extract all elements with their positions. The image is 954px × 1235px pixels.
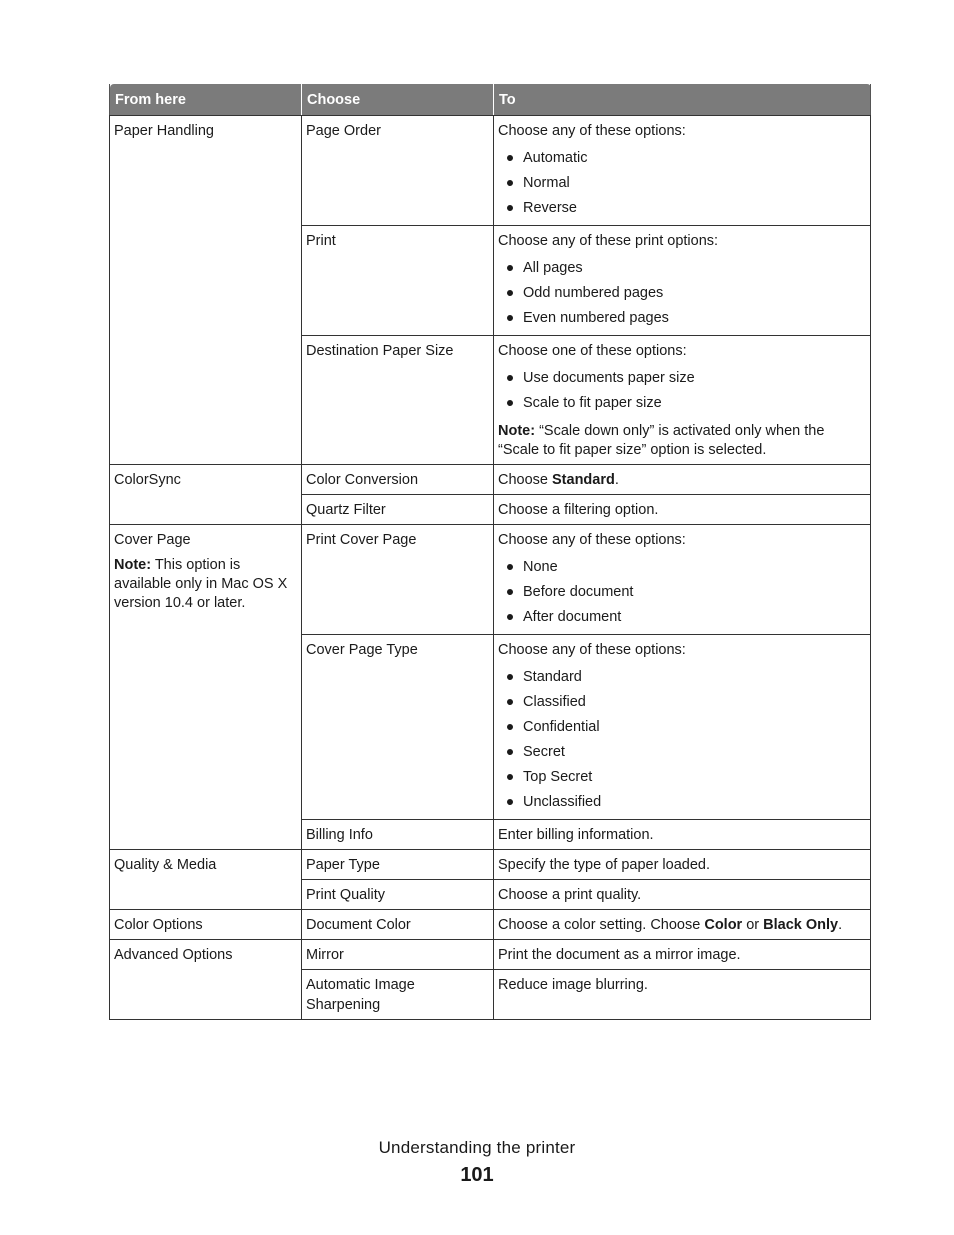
bold-option: Color [704,916,743,933]
list-item: Use documents paper size [506,366,866,391]
note [498,422,866,460]
choose-billing-info: Billing Info [302,819,494,849]
options-intro: Choose any of these options: [498,122,686,139]
options-list [498,555,866,630]
choose-paper-type: Paper Type [302,849,494,879]
choose-color-conversion: Color Conversion [302,464,494,494]
page-number: 101 [460,1164,494,1186]
table-row [110,909,871,939]
table-row [110,939,871,969]
text-segment: . [614,471,619,488]
note-text: This option is available only in Mac OS X version 10.4 or later. [114,556,288,611]
list-item: Even numbered pages [506,306,866,331]
to-paper-type: Specify the type of paper loaded. [494,849,871,879]
from-color-options: Color Options [110,909,302,939]
bold-option: Standard [552,471,615,488]
choose-destination-paper-size: Destination Paper Size [302,335,494,464]
list-item: After document [506,605,866,630]
table-header-row [110,84,871,115]
header-from-here: From here [110,84,302,115]
text-segment: or [742,916,764,933]
list-item: Before document [506,580,866,605]
table-row [110,849,871,879]
text-segment: Choose a color setting. Choose [498,916,705,933]
to-color-conversion [494,464,871,494]
settings-table [109,84,871,1020]
options-list [498,366,866,416]
to-cover-page-type [494,634,871,819]
options-intro: Choose any of these print options: [498,232,719,249]
from-colorsync: ColorSync [110,464,302,524]
table-row [110,115,871,225]
choose-print-quality: Print Quality [302,879,494,909]
list-item: Classified [506,690,866,715]
options-list [498,146,866,221]
table-row [110,524,871,634]
choose-cover-page-type: Cover Page Type [302,634,494,819]
from-advanced-options: Advanced Options [110,939,302,1019]
choose-print: Print [302,225,494,335]
list-item: All pages [506,256,866,281]
note-label: Note: [498,422,536,439]
to-page-order [494,115,871,225]
list-item: Normal [506,171,866,196]
list-item: Standard [506,665,866,690]
list-item: Reverse [506,196,866,221]
from-cover-page [110,524,302,849]
options-list [498,256,866,331]
list-item: None [506,555,866,580]
choose-print-cover-page: Print Cover Page [302,524,494,634]
cover-page-label: Cover Page [114,531,191,548]
options-intro: Choose any of these options: [498,641,686,658]
options-intro: Choose any of these options: [498,531,686,548]
note [114,556,297,613]
text-segment: Choose [498,471,553,488]
list-item: Top Secret [506,765,866,790]
list-item: Odd numbered pages [506,281,866,306]
to-automatic-image-sharpening: Reduce image blurring. [494,969,871,1019]
options-intro: Choose one of these options: [498,342,687,359]
header-to: To [494,84,871,115]
to-document-color [494,909,871,939]
to-quartz-filter: Choose a filtering option. [494,494,871,524]
table-row [110,464,871,494]
footer-chapter-title: Understanding the printer [378,1138,576,1157]
options-list [498,665,866,815]
choose-quartz-filter: Quartz Filter [302,494,494,524]
to-destination-paper-size [494,335,871,464]
note-label: Note: [114,556,152,573]
list-item: Secret [506,740,866,765]
note-text: “Scale down only” is activated only when the “Scale to fit paper size” option is selected. [498,422,825,458]
to-print-quality: Choose a print quality. [494,879,871,909]
from-quality-media: Quality & Media [110,849,302,909]
to-print [494,225,871,335]
from-paper-handling: Paper Handling [110,115,302,464]
list-item: Confidential [506,715,866,740]
choose-document-color: Document Color [302,909,494,939]
list-item: Unclassified [506,790,866,815]
choose-mirror: Mirror [302,939,494,969]
list-item: Scale to fit paper size [506,391,866,416]
bold-option: Black Only [763,916,839,933]
to-print-cover-page [494,524,871,634]
to-mirror: Print the document as a mirror image. [494,939,871,969]
list-item: Automatic [506,146,866,171]
to-billing-info: Enter billing information. [494,819,871,849]
header-choose: Choose [302,84,494,115]
choose-automatic-image-sharpening: Automatic Image Sharpening [302,969,494,1019]
choose-page-order: Page Order [302,115,494,225]
text-segment: . [838,916,843,933]
